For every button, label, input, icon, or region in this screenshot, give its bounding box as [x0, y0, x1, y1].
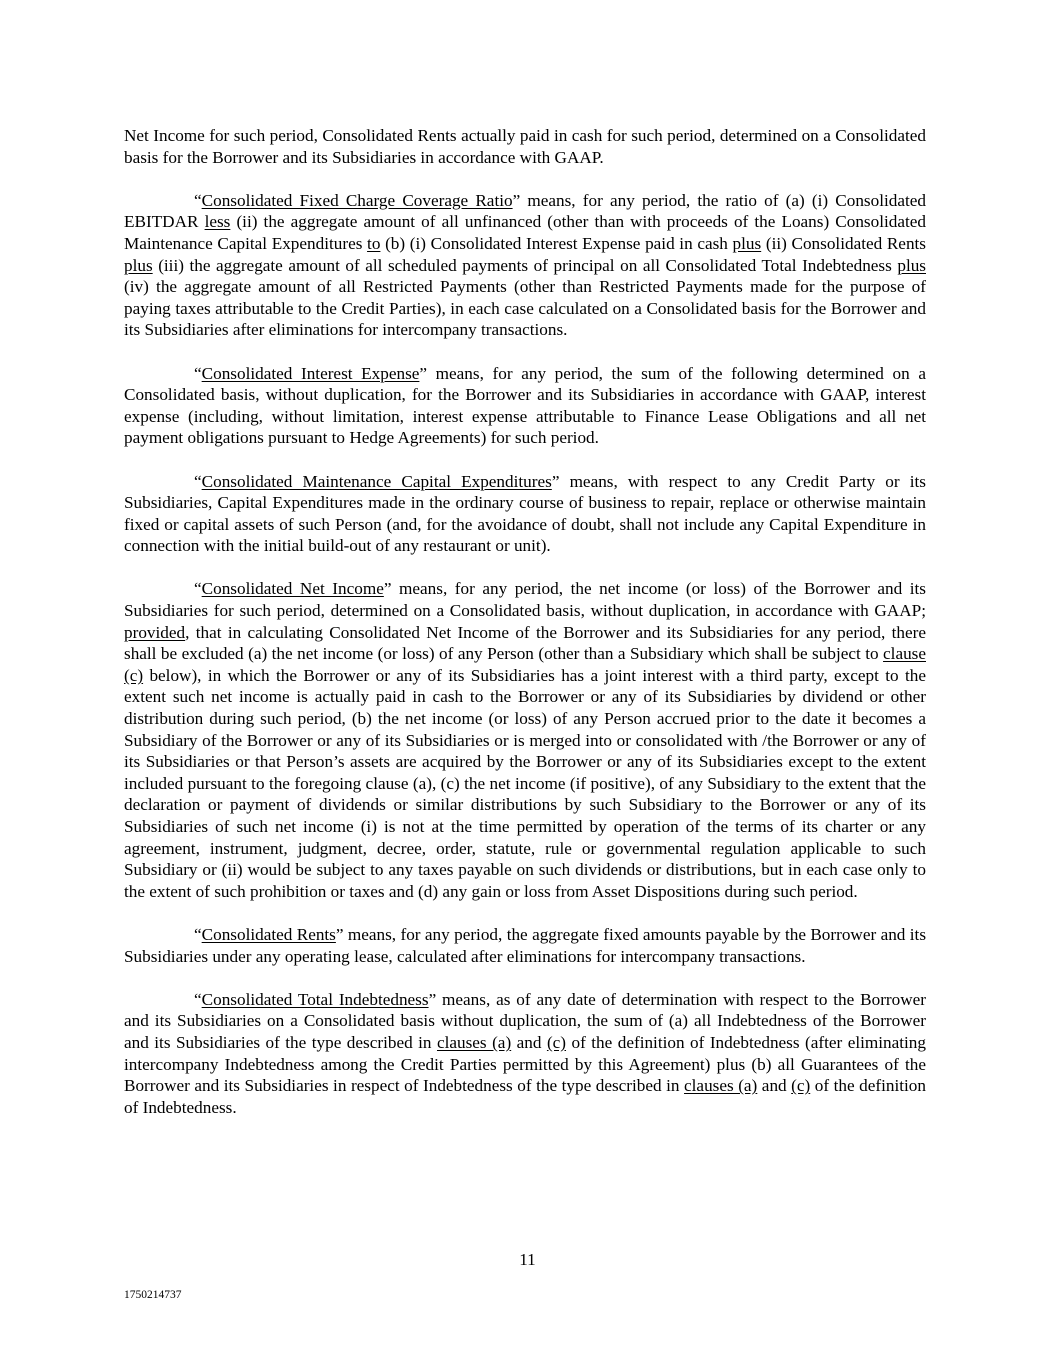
text-run: “ [194, 363, 202, 383]
paragraph [124, 125, 926, 168]
text-run: “ [194, 471, 202, 491]
underlined-term: clauses (a) [436, 1032, 512, 1052]
paragraph [124, 363, 926, 449]
text-run: below), in which the Borrower or any of its Subsidiaries has a joint interest with a third party, except to the extent such net income is actually paid in cash to the Borrower or any of its Subsidiaries by dividend or other distribution during such period, (b) the net income (or loss) of any Person accrued prior to the date it becomes a Subsidiary of the Borrower or any of its Subsidiaries or is merged into or consolidated with /the Borrower or any of its Subsidiaries or that Person’s assets are acquired by the Borrower or any of its Subsidiaries except to the extent included pursuant to the foregoing clause (a), (c) the net income (if positive), of any Subsidiary to the extent that the declaration or payment of dividends or similar distributions by such Subsidiary to the Borrower or any of its Subsidiaries of such net income (i) is not at the time permitted by operation of the terms of its charter or any agreement, instrument, judgment, decree, order, statute, rule or governmental regulation applicable to such Subsidiary or (ii) would be subject to any taxes payable on such dividends or distributions, but in each case only to the extent of such prohibition or taxes and (d) any gain or loss from Asset Dispositions during such period. [124, 665, 926, 901]
underlined-term: plus [124, 255, 153, 275]
text-run: “ [194, 989, 202, 1009]
text-run: ” means, for any period, the net income (or loss) of the Borrower and its Subsidiaries for such period, determined on a Consolidated basis, without duplication, in accordance with GAAP; [124, 579, 926, 621]
underlined-term: Consolidated Maintenance Capital Expenditures [201, 471, 552, 491]
underlined-term: (c) [546, 1032, 567, 1052]
text-run: ” means, for any period, the ratio of (a) (i) Consolidated EBITDAR [124, 190, 926, 232]
underlined-term: provided [124, 622, 186, 642]
text-run: (ii) the aggregate amount of all unfinanced (other than with proceeds of the Loans) Consolidated Maintenance Capital Expenditures [124, 212, 926, 253]
underlined-term: (c) [791, 1076, 811, 1096]
text-run: (iii) the aggregate amount of all scheduled payments of principal on all Consolidated Total Indebtedness [152, 255, 898, 275]
text-run: ” means, with respect to any Credit Party or its Subsidiaries, Capital Expenditures made in the ordinary course of business to repair, replace or otherwise maintain fixed or capital assets of such Person (and, for the avoidance of doubt, shall not include any Capital Expenditure in connection with the initial build-out of any restaurant or unit). [124, 471, 926, 556]
underlined-term: clause (c) [124, 644, 926, 685]
text-run: of the definition of Indebtedness (after eliminating intercompany Indebtedness among the Credit Parties permitted by this Agreement) plus (b) all Guarantees of the Borrower and its Subsidiaries in respect of Indebtedness of the type described in [124, 1032, 926, 1096]
text-run: and [757, 1076, 792, 1096]
text-run: and [511, 1032, 547, 1052]
paragraph [124, 190, 926, 341]
underlined-term: Consolidated Interest Expense [201, 363, 420, 383]
text-run: Net Income for such period, Consolidated Rents actually paid in cash for such period, determined on a Consolidated basis for the Borrower and its Subsidiaries in accordance with GAAP. [124, 126, 926, 167]
underlined-term: to [367, 233, 381, 253]
underlined-term: Consolidated Fixed Charge Coverage Ratio [201, 190, 513, 210]
underlined-term: Consolidated Total Indebtedness [201, 989, 429, 1009]
underlined-term: less [204, 212, 231, 232]
paragraph [124, 989, 926, 1119]
text-run: , that in calculating Consolidated Net Income of the Borrower and its Subsidiaries for any period, there shall be excluded (a) the net income (or loss) of any Person (other than a Subsidiary which shall be subject to [124, 622, 926, 664]
underlined-term: Consolidated Rents [201, 924, 336, 944]
text-run: “ [194, 190, 202, 210]
text-run: (b) (i) Consolidated Interest Expense paid in cash [380, 233, 733, 253]
paragraph [124, 578, 926, 902]
text-run: ” means, as of any date of determination with respect to the Borrower and its Subsidiaries on a Consolidated basis without duplication, the sum of (a) all Indebtedness of the Borrower and its Subsidiaries of the type described in [124, 989, 926, 1052]
text-run: (ii) Consolidated Rents [761, 233, 926, 253]
paragraph [124, 471, 926, 557]
underlined-term: Consolidated Net Income [201, 579, 384, 599]
page-number: 11 [519, 1250, 536, 1269]
text-run: (iv) the aggregate amount of all Restricted Payments (other than Restricted Payments made for the purpose of paying taxes attributable to the Credit Parties), in each case calculated on a Consolidated basis for the Borrower and its Subsidiaries after eliminations for intercompany transactions. [124, 277, 926, 340]
text-run: “ [194, 924, 202, 944]
document-id: 1750214737 [124, 1289, 182, 1301]
text-run: of the definition of Indebtedness. [124, 1076, 926, 1117]
underlined-term: plus [732, 233, 762, 253]
paragraph [124, 924, 926, 967]
underlined-term: plus [897, 255, 926, 275]
text-run: “ [194, 579, 202, 599]
underlined-term: clauses (a) [684, 1076, 758, 1096]
document-body [124, 125, 926, 1140]
text-run: ” means, for any period, the sum of the following determined on a Consolidated basis, without duplication, for the Borrower and its Subsidiaries in accordance with GAAP, interest expense (including, without limitation, interest expense attributable to Finance Lease Obligations and all net payment obligations pursuant to Hedge Agreements) for such period. [124, 363, 926, 448]
text-run: ” means, for any period, the aggregate fixed amounts payable by the Borrower and its Subsidiaries under any operating lease, calculated after eliminations for intercompany transactions. [124, 924, 927, 966]
